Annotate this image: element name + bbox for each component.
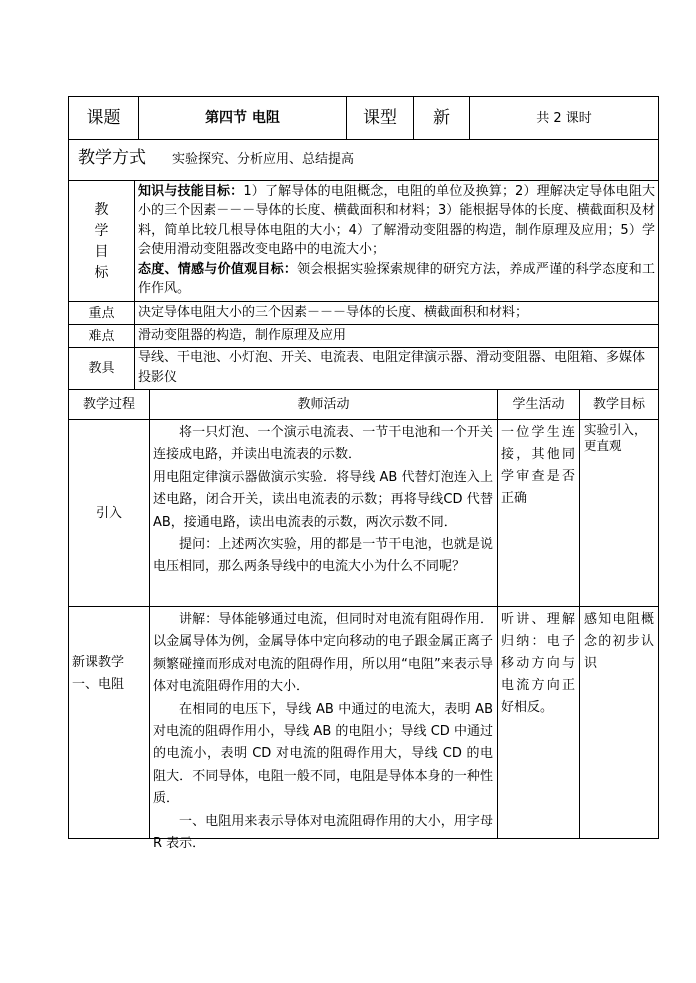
table-border-right bbox=[658, 96, 659, 839]
teacher-activity-intro bbox=[153, 422, 493, 604]
key-point-value: 决定导体电阻大小的三个因素－－－导体的长度、横截面积和材料； bbox=[138, 305, 529, 320]
stage-new-lesson bbox=[72, 652, 148, 696]
type-value: 新 bbox=[433, 107, 450, 128]
topic-label: 课题 bbox=[86, 107, 121, 128]
knowledge-goal-text: 1）了解导体的电阻概念，电阻的单位及换算；2）理解决定导体电阻大小的三个因素－－－导体的长度、横截面积和材料；3）能根据导体的长度、横截面积及材料，简单比较几根导体电阻的大小；4）了解滑动变阻器的构造，制作原理及应用；5）学会使用滑动变阻器改变电路中的电流大小； bbox=[138, 184, 655, 258]
knowledge-goal-title: 知识与技能目标： bbox=[138, 184, 244, 199]
teacher-activity-new-lesson bbox=[153, 609, 493, 852]
col-divider bbox=[149, 389, 150, 839]
goals-label-char: 标 bbox=[94, 265, 109, 281]
goals-text bbox=[138, 182, 655, 300]
row-divider bbox=[68, 419, 659, 420]
method-value: 实验探究、分析应用、总结提高 bbox=[172, 152, 355, 167]
key-point-label: 重点 bbox=[88, 305, 115, 321]
student-activity-new-lesson: 听讲、理解归纳：电子移动方向与电流方向正好相反。 bbox=[501, 612, 575, 715]
student-activity-intro: 一位学生连接，其他同学审查是否正确 bbox=[501, 425, 575, 506]
stage-new-lesson-label: 新课教学一、电阻 bbox=[72, 655, 125, 692]
row-divider bbox=[68, 139, 659, 140]
teacher-paragraph: 讲解：导体能够通过电流，但同时对电流有阻碍作用．以金属导体为例，金属导体中定向移动的电子跟金属正离子频繁碰撞而形成对电流的阻碍作用，所以用“电阻”来表示导体对电流阻碍作用的大小． bbox=[153, 612, 493, 695]
teacher-paragraph: 将一只灯泡、一个演示电流表、一节干电池和一个开关连接成电路，并读出电流表的示数． bbox=[153, 425, 493, 463]
teaching-goal-new-lesson: 感知电阻概念的初步认识 bbox=[584, 612, 654, 671]
tools-value: 导线、干电池、小灯泡、开关、电流表、电阻定律演示器、滑动变阻器、电阻箱、多媒体投影仪 bbox=[138, 350, 646, 385]
col-divider bbox=[579, 389, 580, 839]
teacher-paragraph: 一、电阻用来表示导体对电流阻碍作用的大小，用字母 R 表示． bbox=[153, 813, 493, 852]
goals-label bbox=[69, 200, 134, 290]
difficulty-value: 滑动变阻器的构造，制作原理及应用 bbox=[138, 328, 347, 343]
topic-value: 第四节 电阻 bbox=[205, 109, 280, 126]
tools-label: 教具 bbox=[88, 361, 115, 376]
type-label: 课型 bbox=[363, 107, 397, 128]
teacher-paragraph: 提问：上述两次实验，用的都是一节干电池，也就是说电压相同，那么两条导线中的电流大小为什么不同呢？ bbox=[153, 537, 493, 575]
student-activity-header: 学生活动 bbox=[512, 397, 565, 412]
process-header: 教学过程 bbox=[82, 397, 135, 412]
attitude-goal-title: 态度、情感与价值观目标： bbox=[138, 261, 298, 277]
goals-label-char: 目 bbox=[94, 244, 109, 260]
class-hours: 共 2 课时 bbox=[536, 110, 592, 126]
method-label: 教学方式 bbox=[78, 148, 146, 168]
stage-intro: 引入 bbox=[95, 505, 122, 521]
col-divider bbox=[497, 389, 498, 839]
attitude-goal-text: 领会根据实验探索规律的研究方法，养成严谨的科学态度和工作作风。 bbox=[138, 261, 655, 297]
teacher-paragraph: 用电阻定律演示器做演示实验．将导线 AB 代替灯泡连入上述电路，闭合开关，读出电流表的示数；再将导线CD 代替 AB，接通电路，读出电流表的示数，两次示数不同． bbox=[153, 469, 493, 530]
row-divider bbox=[68, 180, 659, 181]
teaching-goal-intro: 实验引入，更直观 bbox=[584, 422, 647, 453]
goals-label-char: 学 bbox=[94, 223, 109, 239]
teaching-goal-header: 教学目标 bbox=[592, 397, 645, 412]
goals-label-char: 教 bbox=[94, 202, 109, 218]
difficulty-label: 难点 bbox=[88, 328, 115, 344]
row-divider bbox=[68, 606, 659, 607]
teacher-paragraph: 在相同的电压下，导线 AB 中通过的电流大，表明 AB 对电流的阻碍作用小，导线 AB 的电阻小；导线 CD 中通过的电流小，表明 CD 对电流的阻碍作用大，导线 CD 的电阻大．不同导体，电阻一般不同，电阻是导体本身的一种性质． bbox=[153, 701, 493, 807]
col-divider bbox=[134, 180, 135, 390]
teacher-activity-header: 教师活动 bbox=[297, 397, 350, 412]
